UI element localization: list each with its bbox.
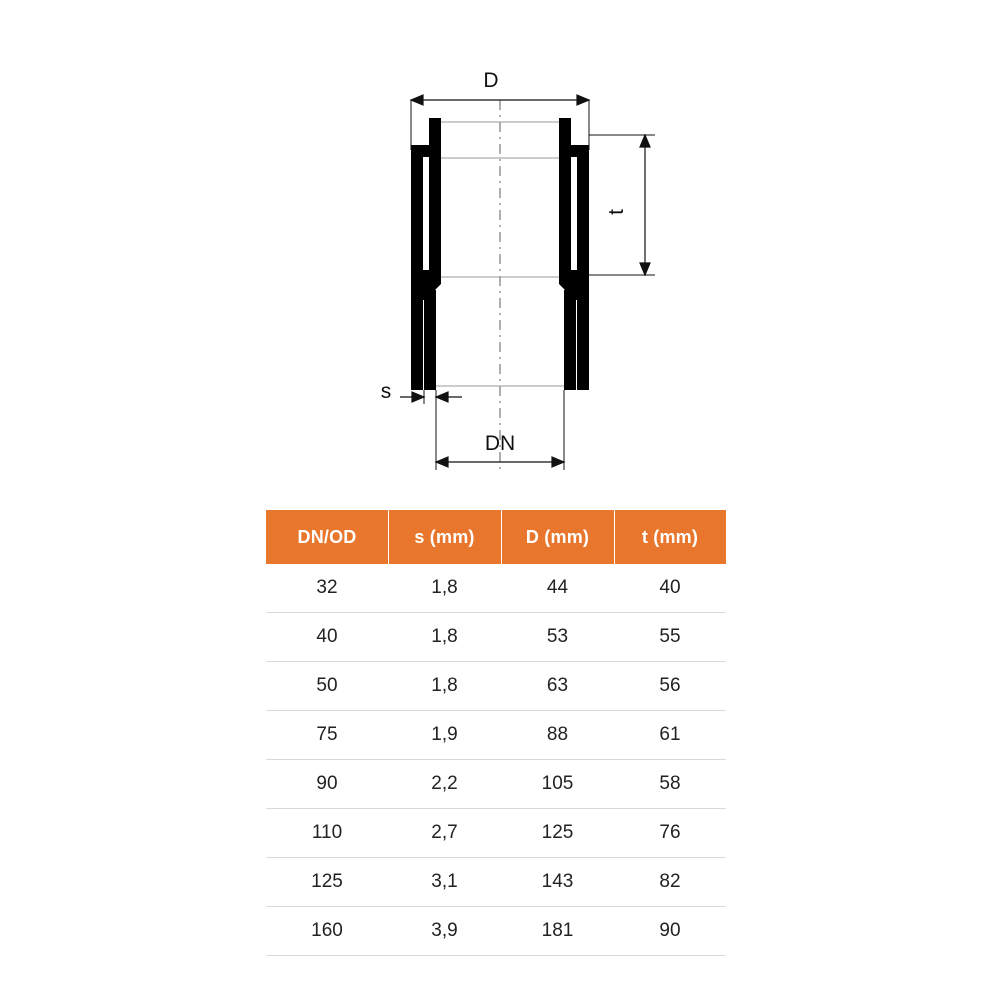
cell-t: 55 (614, 613, 726, 662)
cell-d: 53 (501, 613, 614, 662)
cell-d: 125 (501, 809, 614, 858)
table-row (266, 662, 726, 711)
table-row (266, 858, 726, 907)
table-header-s: s (mm) (388, 510, 501, 564)
cell-dn-od: 40 (266, 613, 388, 662)
table-row (266, 760, 726, 809)
cell-t: 61 (614, 711, 726, 760)
dimension-t (589, 135, 655, 275)
cell-t: 82 (614, 858, 726, 907)
table-header-row (266, 510, 726, 564)
cell-s: 3,1 (388, 858, 501, 907)
cell-t: 56 (614, 662, 726, 711)
label-D: D (483, 69, 499, 92)
cell-t: 40 (614, 564, 726, 613)
cell-s: 1,8 (388, 564, 501, 613)
cell-s: 2,2 (388, 760, 501, 809)
cell-dn-od: 50 (266, 662, 388, 711)
table-header-d: D (mm) (501, 510, 614, 564)
table-row (266, 711, 726, 760)
cell-t: 90 (614, 907, 726, 956)
cell-s: 2,7 (388, 809, 501, 858)
cell-s: 1,8 (388, 613, 501, 662)
label-s: s (380, 380, 392, 403)
cell-dn-od: 160 (266, 907, 388, 956)
table-row (266, 907, 726, 956)
cell-dn-od: 32 (266, 564, 388, 613)
cell-d: 88 (501, 711, 614, 760)
cell-d: 181 (501, 907, 614, 956)
cell-dn-od: 90 (266, 760, 388, 809)
dimension-table (266, 510, 726, 956)
cell-dn-od: 75 (266, 711, 388, 760)
dimension-s (400, 390, 462, 404)
table-row (266, 564, 726, 613)
cell-d: 63 (501, 662, 614, 711)
label-DN: DN (484, 432, 516, 455)
cell-d: 105 (501, 760, 614, 809)
cell-d: 143 (501, 858, 614, 907)
cell-dn-od: 125 (266, 858, 388, 907)
table-header-dn-od: DN/OD (266, 510, 388, 564)
cell-t: 76 (614, 809, 726, 858)
table-row (266, 613, 726, 662)
label-t: t (605, 209, 628, 215)
cell-t: 58 (614, 760, 726, 809)
table-header-t: t (mm) (614, 510, 726, 564)
cell-d: 44 (501, 564, 614, 613)
cell-s: 3,9 (388, 907, 501, 956)
cell-s: 1,9 (388, 711, 501, 760)
cell-s: 1,8 (388, 662, 501, 711)
dimension-table-container (266, 510, 726, 956)
cell-dn-od: 110 (266, 809, 388, 858)
table-row (266, 809, 726, 858)
